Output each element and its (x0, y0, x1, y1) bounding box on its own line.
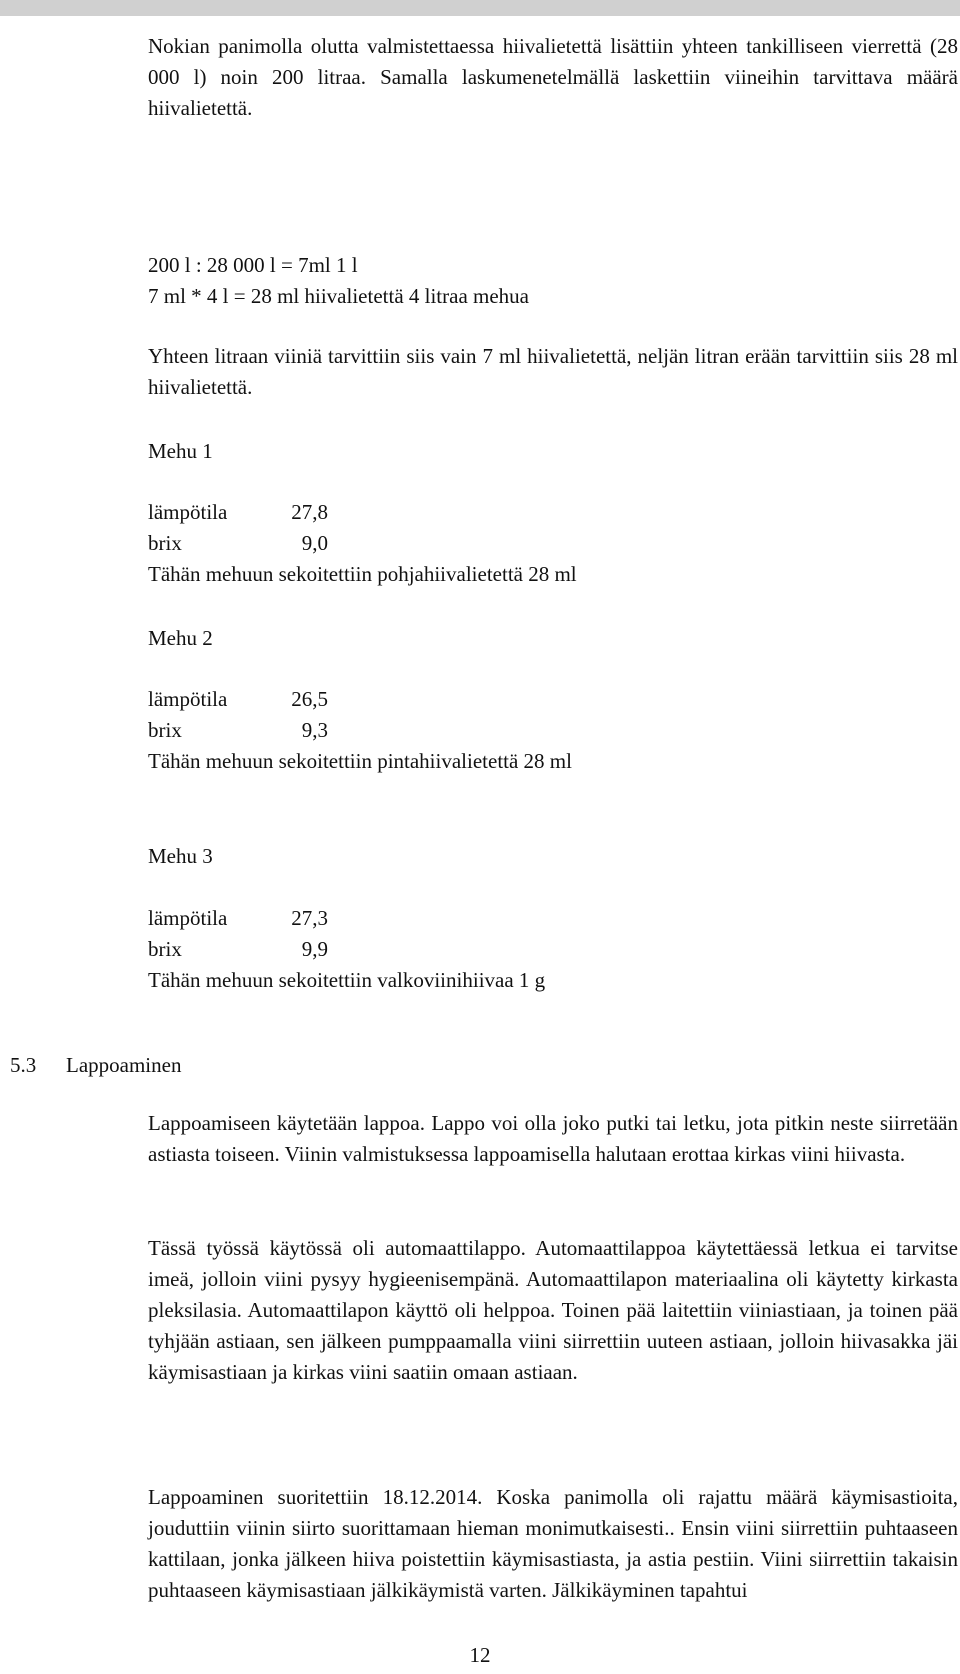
intro-paragraph: Nokian panimolla olutta valmistettaessa hiivalietettä lisättiin yhteen tankilliseen vierrettä (28 000 l) noin 200 litraa. Samalla laskumenetelmällä laskettiin viineihin tarvittava määrä hiivalietettä. (148, 34, 958, 120)
calc-line-1: 200 l : 28 000 l = 7ml 1 l (148, 253, 358, 277)
temp-label: lämpötila (148, 906, 228, 930)
paragraph-3: Lappoaminen suoritettiin 18.12.2014. Koska panimolla oli rajattu määrä käymisastioita, jouduttiin viinin siirto suorittamaan hieman monimutkaisesti.. Ensin viini siirrettiin puhtaaseen kattilaan, jonka jälkeen hiiva poistettiin käymisastiasta, ja astia pestiin. Viini siirrettiin takaisin puhtaaseen käymisastiaan jälkikäymistä varten. Jälkikäyminen tapahtui (148, 1485, 958, 1602)
section-number: 5.3 (10, 1053, 37, 1077)
mehu-3-note: Tähän mehuun sekoitettiin valkoviinihiivaa 1 g (148, 968, 546, 992)
calc-line-2: 7 ml * 4 l = 28 ml hiivalietettä 4 litraa mehua (148, 284, 530, 308)
mehu-1-note: Tähän mehuun sekoitettiin pohjahiivalietettä 28 ml (148, 562, 577, 586)
brix-value: 9,3 (301, 718, 328, 742)
paragraph-1: Lappoamiseen käytetään lappoa. Lappo voi olla joko putki tai letku, jota pitkin neste siirretään astiasta toiseen. Viinin valmistuksessa lappoamisella halutaan erottaa kirkas viini hiivasta. (148, 1111, 958, 1166)
mehu-1-temp-row (148, 497, 328, 528)
section-heading (10, 1050, 181, 1081)
brix-value: 9,0 (301, 531, 328, 555)
temp-value: 27,8 (291, 500, 328, 524)
page-number: 12 (469, 1643, 491, 1667)
mehu-2-temp-row (148, 684, 328, 715)
paragraph-2: Tässä työssä käytössä oli automaattilappo. Automaattilappoa käytettäessä letkua ei tarvitse imeä, jolloin viini pysyy hygieenisempänä. Automaattilapon materiaalina oli käytetty kirkasta pleksilasia. Automaattilapon käyttö oli helppoa. Toinen pää laitettiin viiniastiaan, ja toinen pää tyhjään astiaan, sen jälkeen pumppaamalla viini siirrettiin uuteen astiaan, jolloin hiivasakka jäi käymisastiaan ja kirkas viini saatiin omaan astiaan. (148, 1236, 958, 1384)
mehu-2-note: Tähän mehuun sekoitettiin pintahiivalietettä 28 ml (148, 749, 572, 773)
brix-label: brix (148, 937, 182, 961)
mehu-3-title: Mehu 3 (148, 844, 213, 868)
temp-value: 26,5 (291, 687, 328, 711)
temp-label: lämpötila (148, 500, 228, 524)
mehu-3-brix-row (148, 934, 328, 965)
temp-value: 27,3 (291, 906, 328, 930)
temp-label: lämpötila (148, 687, 228, 711)
mehu-2-brix-row (148, 715, 328, 746)
mehu-1-brix-row (148, 528, 328, 559)
brix-label: brix (148, 718, 182, 742)
summary-paragraph: Yhteen litraan viiniä tarvittiin siis vain 7 ml hiivalietettä, neljän litran erään tarvittiin siis 28 ml hiivalietettä. (148, 344, 958, 399)
brix-value: 9,9 (301, 937, 328, 961)
top-border (0, 0, 960, 16)
section-title: Lappoaminen (66, 1053, 182, 1077)
mehu-2-title: Mehu 2 (148, 626, 213, 650)
mehu-3-temp-row (148, 903, 328, 934)
mehu-1-title: Mehu 1 (148, 439, 213, 463)
brix-label: brix (148, 531, 182, 555)
